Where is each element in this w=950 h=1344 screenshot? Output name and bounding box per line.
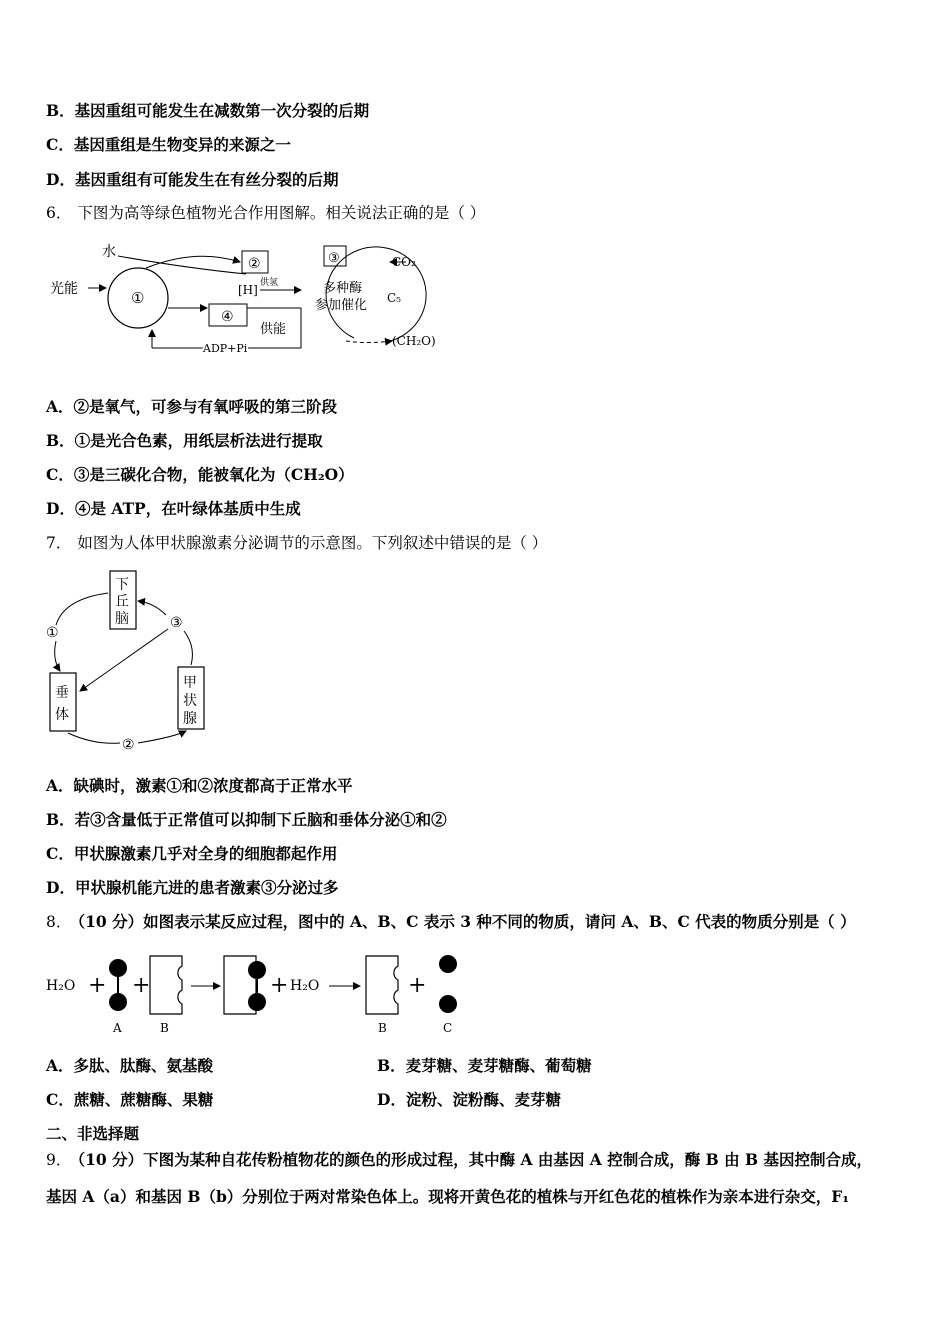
svg-text:+: +: [88, 973, 107, 998]
q9-line-2: 基因 A（a）和基因 B（b）分别位于两对常染色体上。现将开黄色花的植株与开红色花的植株作为亲本进行杂交，F₁: [46, 1187, 850, 1206]
svg-text:B: B: [378, 1021, 387, 1035]
svg-text:①: ①: [46, 625, 59, 641]
svg-text:下: 下: [115, 577, 129, 593]
svg-text:垂: 垂: [55, 685, 69, 701]
svg-text:供能: 供能: [260, 322, 287, 337]
q7-stem: 7． 如图为人体甲状腺激素分泌调节的示意图。下列叙述中错误的是（ ）: [46, 534, 548, 552]
q6-light-label: 光能: [50, 281, 78, 297]
q8-option-a: A．多肽、肽酶、氨基酸: [46, 1056, 214, 1075]
q8-reaction-diagram: [46, 946, 466, 1041]
q5-option-b: B．基因重组可能发生在减数第一次分裂的后期: [46, 101, 370, 120]
svg-text:③: ③: [170, 615, 183, 631]
svg-text:+: +: [132, 973, 151, 998]
q8-option-d: D．淀粉、淀粉酶、麦芽糖: [377, 1090, 561, 1109]
q6-option-c: C．③是三碳化合物，能被氧化为（CH₂O）: [46, 465, 354, 484]
svg-text:+: +: [270, 973, 289, 998]
svg-text:参加催化: 参加催化: [315, 298, 368, 313]
q6-h-label: [H]: [238, 283, 258, 297]
svg-text:腺: 腺: [183, 711, 197, 727]
q8-option-b: B．麦芽糖、麦芽糖酶、葡萄糖: [377, 1056, 592, 1075]
q7-option-a: A．缺碘时，激素①和②浓度都高于正常水平: [46, 776, 353, 795]
svg-text:体: 体: [55, 707, 69, 723]
svg-text:③: ③: [328, 251, 340, 266]
svg-text:多种酶: 多种酶: [323, 281, 363, 296]
svg-text:①: ①: [131, 289, 145, 307]
q6-co2-label: CO₂: [392, 255, 416, 269]
q6-ch2o-label: (CH₂O): [392, 334, 436, 348]
svg-text:状: 状: [183, 693, 197, 709]
svg-text:②: ②: [248, 256, 261, 272]
q7-thyroid-diagram: [44, 567, 214, 752]
q8-option-c: C．蔗糖、蔗糖酶、果糖: [46, 1090, 214, 1109]
q6-stem: 6． 下图为高等绿色植物光合作用图解。相关说法正确的是（ ）: [46, 204, 486, 222]
svg-text:供氢: 供氢: [260, 278, 279, 288]
q8-enzyme-b-2: [366, 956, 398, 1014]
svg-text:A: A: [113, 1021, 122, 1035]
q8-h2o-2: H₂O: [290, 978, 320, 994]
svg-text:丘: 丘: [115, 594, 129, 610]
section-title: 二、非选择题: [46, 1124, 140, 1143]
svg-text:B: B: [160, 1021, 169, 1035]
q8-stem: 8． （10 分）如图表示某反应过程，图中的 A、B、C 表示 3 种不同的物质，请问 A、B、C 代表的物质分别是（ ）: [46, 912, 856, 931]
q6-photosynthesis-diagram: [46, 238, 466, 368]
q6-option-b: B．①是光合色素，用纸层析法进行提取: [46, 431, 323, 450]
q8-products-c: [439, 955, 457, 1013]
q5-option-d: D．基因重组有可能发生在有丝分裂的后期: [46, 170, 339, 189]
q6-c5-label: C₅: [387, 291, 401, 305]
svg-text:④: ④: [221, 309, 234, 325]
svg-text:②: ②: [122, 737, 135, 753]
svg-text:C: C: [443, 1021, 453, 1035]
q7-option-b: B．若③含量低于正常值可以抑制下丘脑和垂体分泌①和②: [46, 810, 447, 829]
q6-option-d: D．④是 ATP，在叶绿体基质中生成: [46, 499, 301, 518]
svg-text:甲: 甲: [183, 675, 197, 691]
q6-option-a: A．②是氧气，可参与有氧呼吸的第三阶段: [46, 397, 338, 416]
q8-h2o-1: H₂O: [46, 978, 76, 994]
svg-text:脑: 脑: [115, 611, 129, 627]
q5-option-c: C．基因重组是生物变异的来源之一: [46, 135, 291, 154]
q8-enzyme-b-1: [150, 956, 182, 1014]
q8-molecule-a: [109, 959, 127, 1011]
q9-line-1: 9． （10 分）下图为某种自花传粉植物花的颜色的形成过程，其中酶 A 由基因 A 控制合成，酶 B 由 B 基因控制合成，: [46, 1150, 873, 1169]
q7-option-d: D．甲状腺机能亢进的患者激素③分泌过多: [46, 878, 339, 897]
q7-option-c: C．甲状腺激素几乎对全身的细胞都起作用: [46, 844, 338, 863]
q6-adp-label: ADP+Pi: [203, 342, 248, 355]
svg-text:+: +: [408, 973, 427, 998]
q6-water-label: 水: [102, 244, 116, 260]
